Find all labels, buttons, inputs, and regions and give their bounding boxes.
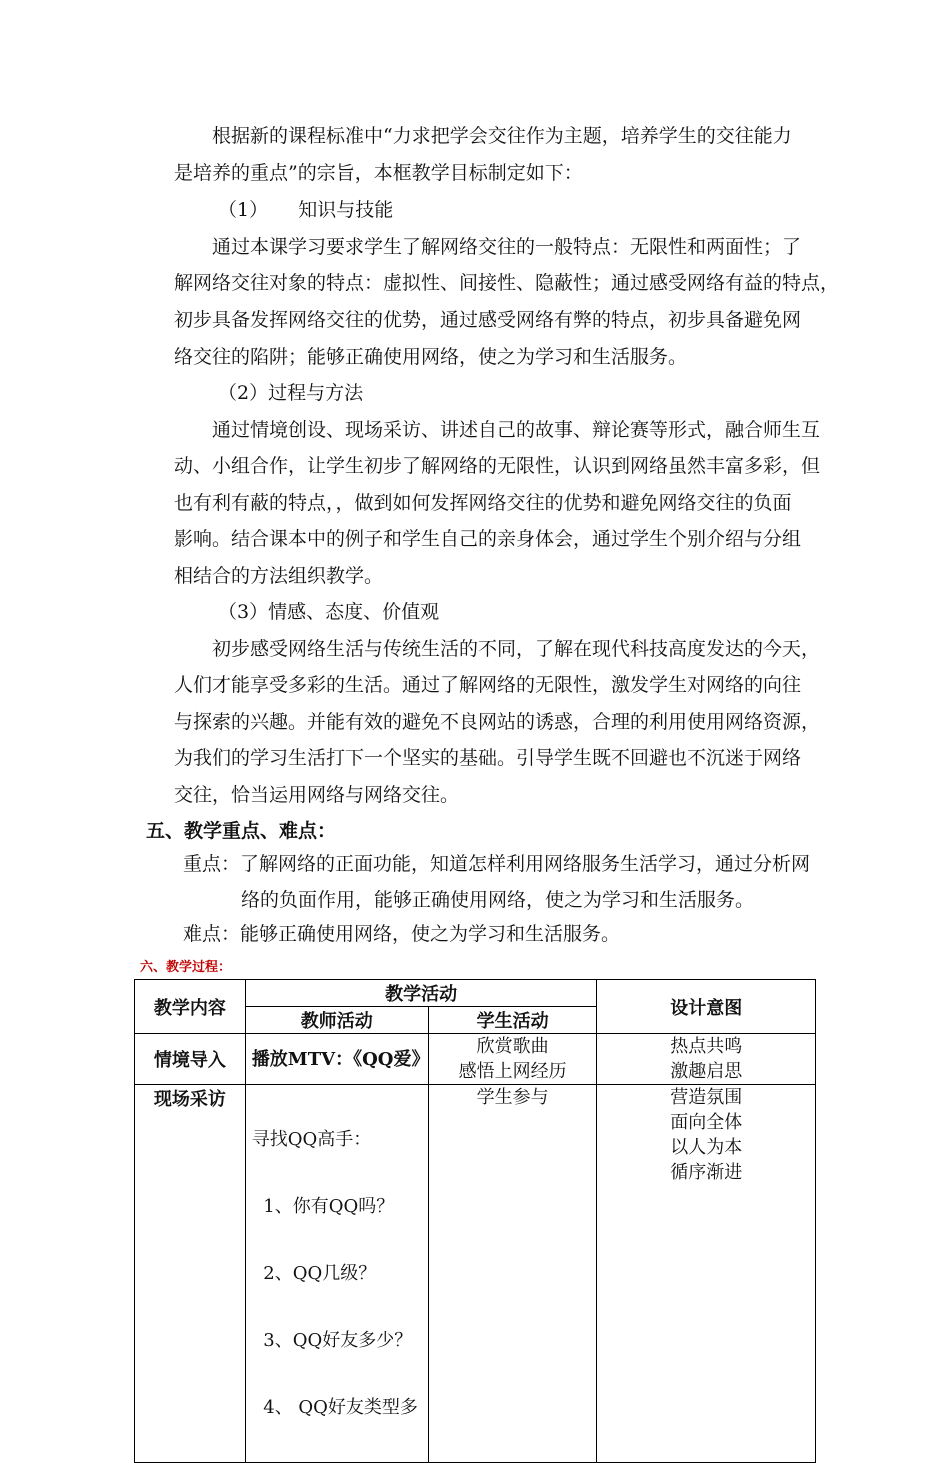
- student-line: 学生参与: [476, 1087, 549, 1108]
- key-point-line-1: 重点：了解网络的正面功能，知道怎样利用网络服务生活学习，通过分析网: [183, 853, 811, 875]
- intent-line: 营造氛围: [670, 1087, 743, 1108]
- process-line-5: 相结合的方法组织教学。: [174, 565, 384, 587]
- section-5-heading: 五、教学重点、难点：: [146, 820, 337, 842]
- header-activity: 教学活动: [245, 980, 597, 1007]
- row-student: [428, 1034, 597, 1085]
- header-student: 学生活动: [428, 1007, 597, 1034]
- knowledge-heading: （1） 知识与技能: [218, 199, 394, 221]
- emotion-line-1: 初步感受网络生活与传统生活的不同，了解在现代科技高度发达的今天，: [212, 638, 821, 660]
- intent-line: 面向全体: [670, 1112, 743, 1133]
- row-student: [428, 1085, 597, 1463]
- teacher-line: 3、QQ好友多少？: [251, 1330, 413, 1351]
- header-content: 教学内容: [135, 980, 246, 1034]
- teacher-line: 4、 QQ好友类型多: [251, 1397, 418, 1418]
- intro-line-2: 是培养的重点”的宗旨，本框教学目标制定如下：: [174, 162, 583, 184]
- header-teacher: 教师活动: [245, 1007, 428, 1034]
- difficulty-line: 难点：能够正确使用网络，使之为学习和生活服务。: [183, 923, 621, 945]
- teacher-line: 2、QQ几级？: [251, 1263, 377, 1284]
- row-content: 情境导入: [135, 1034, 246, 1085]
- emotion-line-3: 与探索的兴趣。并能有效的避免不良网站的诱惑，合理的利用使用网络资源，: [174, 711, 821, 733]
- student-line: 感悟上网经历: [458, 1061, 567, 1082]
- intent-line: 激趣启思: [670, 1061, 743, 1082]
- row-teacher: [245, 1085, 428, 1463]
- teacher-line: 1、你有QQ吗？: [251, 1196, 395, 1217]
- emotion-line-2: 人们才能享受多彩的生活。通过了解网络的无限性，激发学生对网络的向往: [174, 674, 802, 696]
- row-content: 现场采访: [135, 1085, 246, 1463]
- intent-line: 以人为本: [670, 1137, 743, 1158]
- table-row: [135, 1085, 816, 1463]
- intro-line-1: 根据新的课程标准中“力求把学会交往作为主题，培养学生的交往能力: [212, 125, 792, 147]
- process-line-3: 也有利有蔽的特点，，做到如何发挥网络交往的优势和避免网络交往的负面: [174, 492, 792, 514]
- process-line-4: 影响。结合课本中的例子和学生自己的亲身体会，通过学生个别介绍与分组: [174, 528, 802, 550]
- teacher-line: 寻找QQ高手：: [251, 1129, 372, 1150]
- knowledge-line-4: 络交往的陷阱；能够正确使用网络，使之为学习和生活服务。: [174, 346, 688, 368]
- knowledge-line-3: 初步具备发挥网络交往的优势，通过感受网络有弊的特点，初步具备避免网: [174, 309, 802, 331]
- row-intent: [597, 1034, 816, 1085]
- process-heading: （2）过程与方法: [218, 382, 364, 404]
- key-point-line-2: 络的负面作用，能够正确使用网络，使之为学习和生活服务。: [241, 889, 755, 911]
- table-row: [135, 1034, 816, 1085]
- intent-line: 热点共鸣: [670, 1036, 743, 1057]
- process-line-1: 通过情境创设、现场采访、讲述自己的故事、辩论赛等形式，融合师生互: [212, 419, 821, 441]
- student-line: 欣赏歌曲: [476, 1036, 549, 1057]
- row-teacher: [245, 1034, 428, 1085]
- section-6-heading: 六、教学过程：: [140, 960, 232, 975]
- intent-line: 循序渐进: [670, 1162, 743, 1183]
- emotion-heading: （3）情感、态度、价值观: [218, 601, 440, 623]
- teaching-process-table: [134, 979, 816, 1463]
- knowledge-line-2: 解网络交往对象的特点：虚拟性、间接性、隐蔽性；通过感受网络有益的特点，: [174, 272, 840, 294]
- process-line-2: 动、小组合作，让学生初步了解网络的无限性，认识到网络虽然丰富多彩，但: [174, 455, 821, 477]
- teacher-line: 播放MTV：《QQ爱》: [251, 1048, 430, 1070]
- row-intent: [597, 1085, 816, 1463]
- emotion-line-4: 为我们的学习生活打下一个坚实的基础。引导学生既不回避也不沉迷于网络: [174, 747, 802, 769]
- emotion-line-5: 交往，恰当运用网络与网络交往。: [174, 784, 460, 806]
- knowledge-line-1: 通过本课学习要求学生了解网络交往的一般特点：无限性和两面性；了: [212, 236, 802, 258]
- header-intent: 设计意图: [597, 980, 816, 1034]
